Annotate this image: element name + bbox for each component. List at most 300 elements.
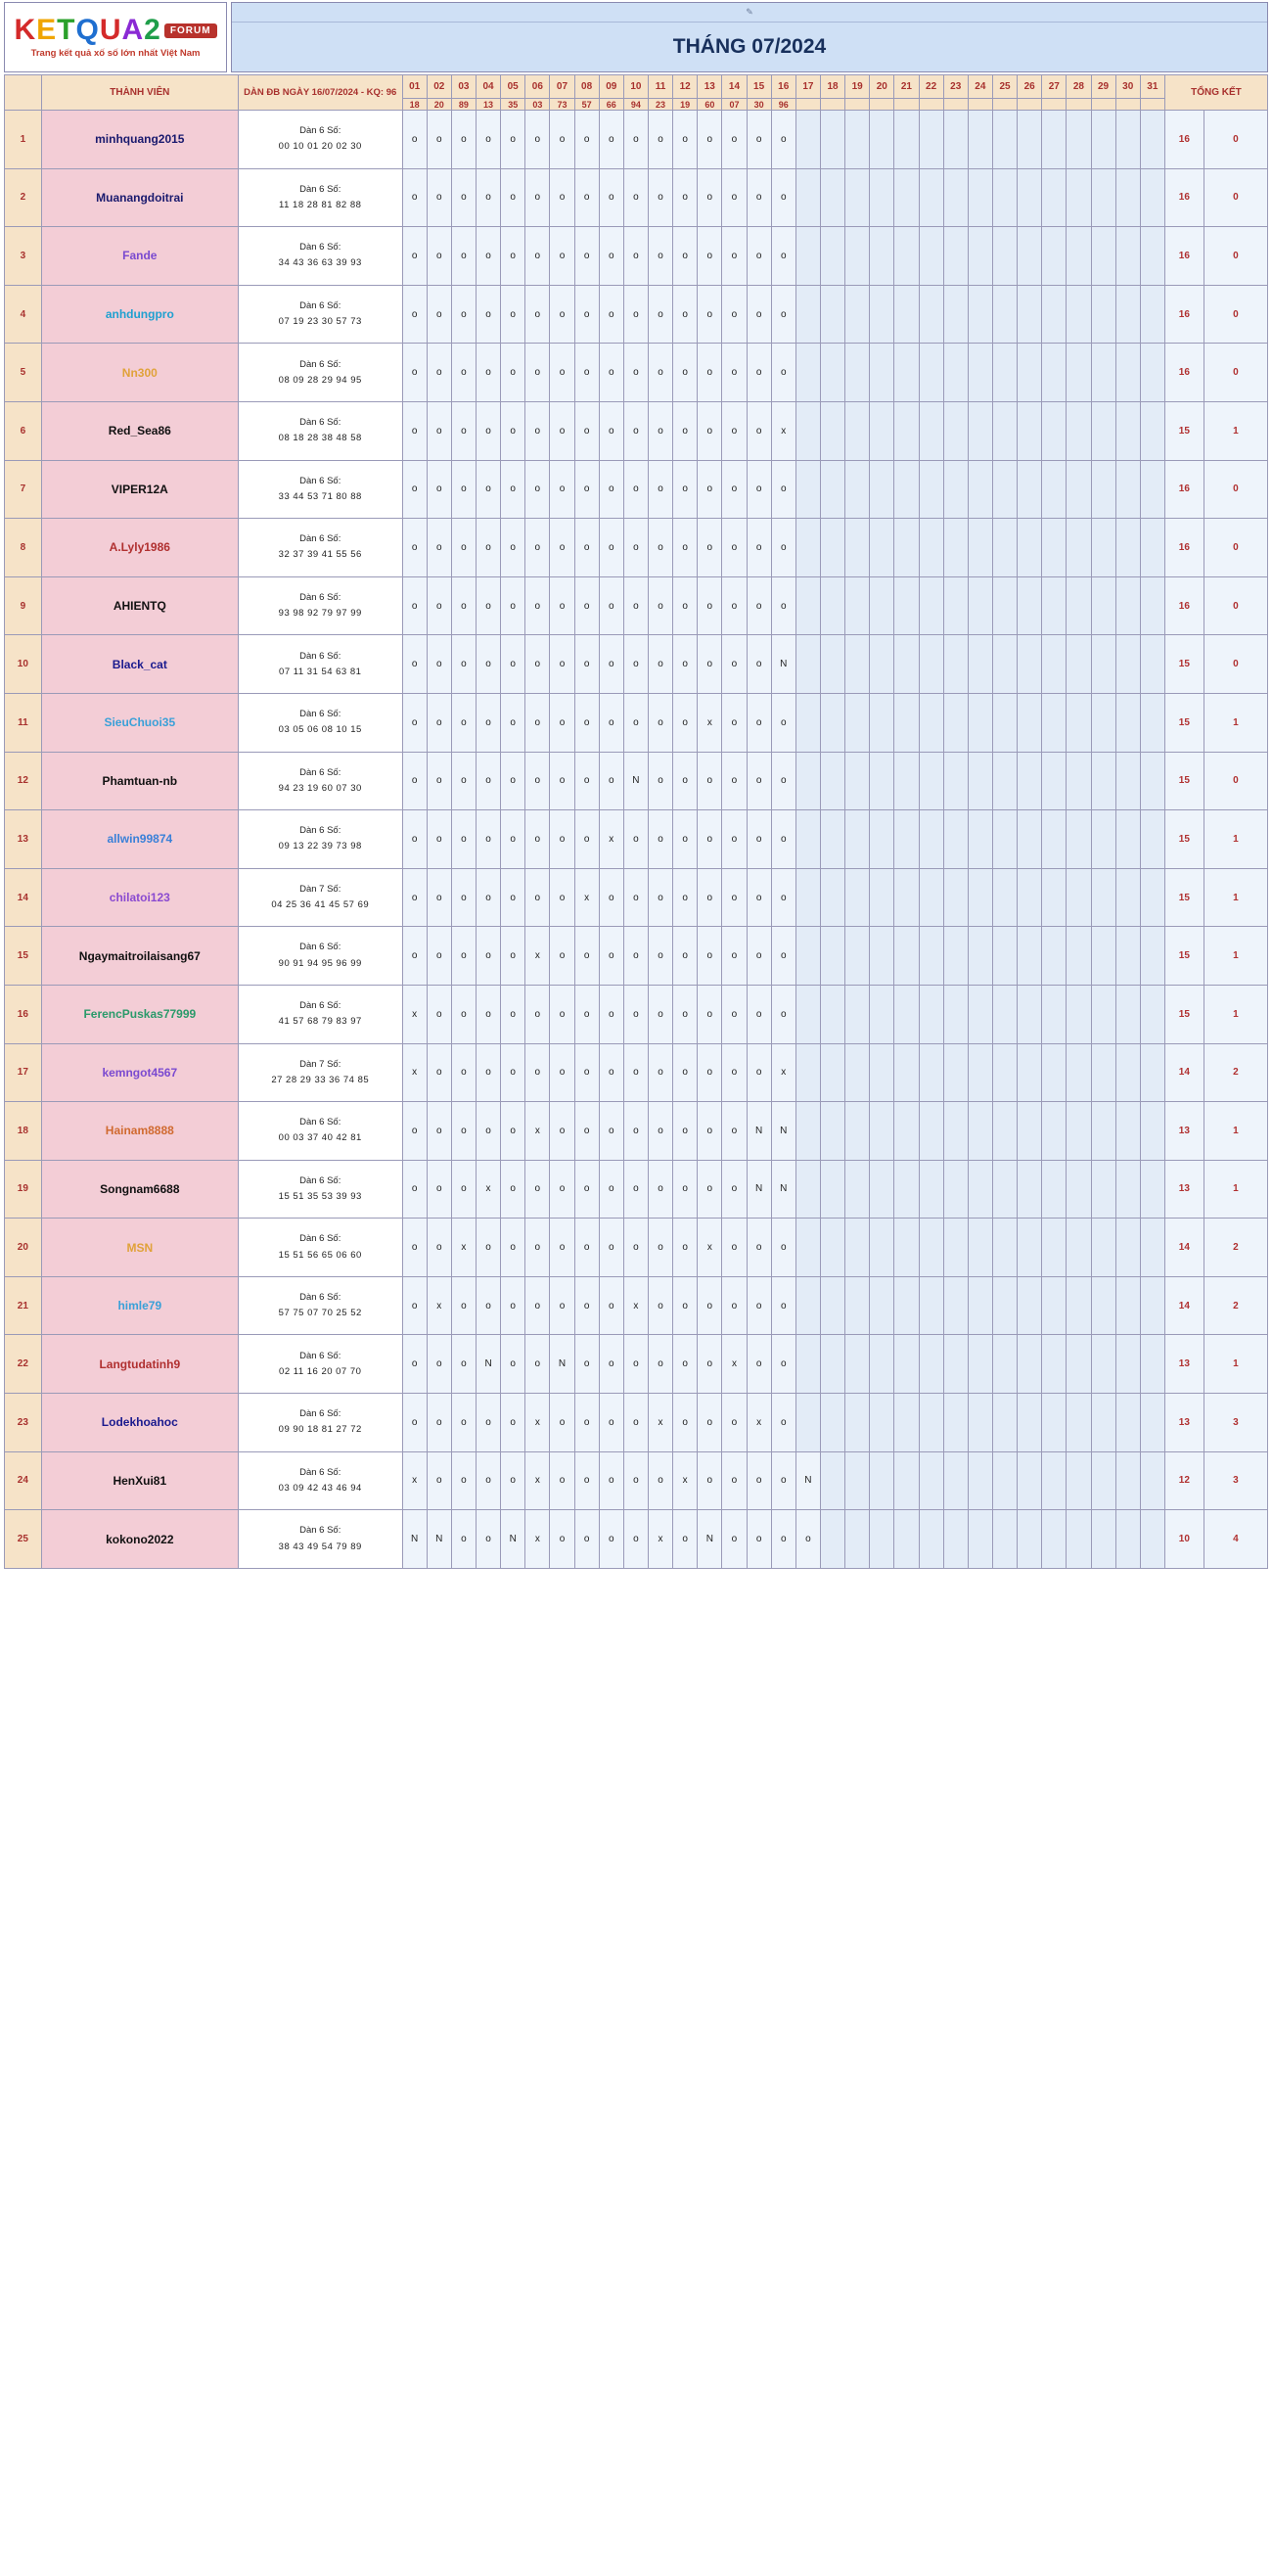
day-cell-01[interactable]	[402, 693, 427, 752]
day-cell-12[interactable]	[673, 111, 698, 169]
day-cell-19[interactable]	[845, 1510, 870, 1569]
day-cell-12[interactable]	[673, 576, 698, 635]
day-cell-04[interactable]	[476, 1276, 500, 1335]
day-cell-25[interactable]	[992, 1276, 1017, 1335]
day-cell-11[interactable]	[648, 227, 672, 286]
day-cell-17[interactable]	[795, 576, 820, 635]
member-name[interactable]: Ngaymaitroilaisang67	[41, 927, 238, 986]
day-cell-25[interactable]	[992, 1335, 1017, 1394]
day-cell-27[interactable]	[1042, 868, 1067, 927]
day-cell-11[interactable]	[648, 1043, 672, 1102]
day-cell-10[interactable]	[623, 1219, 648, 1277]
day-cell-01[interactable]	[402, 285, 427, 344]
day-cell-13[interactable]	[698, 1219, 722, 1277]
day-cell-21[interactable]	[894, 227, 919, 286]
day-cell-27[interactable]	[1042, 1394, 1067, 1452]
day-cell-29[interactable]	[1091, 985, 1115, 1043]
day-cell-11[interactable]	[648, 1219, 672, 1277]
day-cell-31[interactable]	[1140, 868, 1164, 927]
day-cell-10[interactable]	[623, 519, 648, 577]
day-cell-03[interactable]	[451, 1335, 476, 1394]
site-logo[interactable]	[4, 2, 227, 72]
day-cell-24[interactable]	[968, 1043, 992, 1102]
day-cell-22[interactable]	[919, 1160, 943, 1219]
day-cell-12[interactable]	[673, 1043, 698, 1102]
day-cell-28[interactable]	[1067, 401, 1091, 460]
day-cell-27[interactable]	[1042, 1451, 1067, 1510]
day-cell-05[interactable]	[501, 227, 525, 286]
table-row[interactable]	[5, 460, 1268, 519]
table-row[interactable]	[5, 1043, 1268, 1102]
day-cell-16[interactable]	[771, 401, 795, 460]
day-cell-19[interactable]	[845, 810, 870, 869]
day-cell-14[interactable]	[722, 1102, 747, 1161]
day-cell-24[interactable]	[968, 1510, 992, 1569]
table-row[interactable]	[5, 1219, 1268, 1277]
day-cell-15[interactable]	[747, 1160, 771, 1219]
day-cell-26[interactable]	[1018, 1510, 1042, 1569]
day-cell-09[interactable]	[599, 985, 623, 1043]
day-cell-25[interactable]	[992, 519, 1017, 577]
day-cell-23[interactable]	[943, 635, 968, 694]
day-cell-30[interactable]	[1115, 576, 1140, 635]
day-cell-30[interactable]	[1115, 1451, 1140, 1510]
day-cell-18[interactable]	[820, 227, 844, 286]
day-cell-14[interactable]	[722, 1043, 747, 1102]
day-cell-13[interactable]	[698, 927, 722, 986]
day-cell-07[interactable]	[550, 1160, 574, 1219]
day-cell-16[interactable]	[771, 519, 795, 577]
day-cell-04[interactable]	[476, 1394, 500, 1452]
day-cell-04[interactable]	[476, 401, 500, 460]
day-cell-26[interactable]	[1018, 752, 1042, 810]
day-cell-30[interactable]	[1115, 344, 1140, 402]
day-cell-07[interactable]	[550, 285, 574, 344]
day-cell-19[interactable]	[845, 227, 870, 286]
day-cell-07[interactable]	[550, 519, 574, 577]
day-cell-03[interactable]	[451, 927, 476, 986]
day-cell-14[interactable]	[722, 752, 747, 810]
day-cell-20[interactable]	[870, 1102, 894, 1161]
day-cell-10[interactable]	[623, 576, 648, 635]
day-cell-12[interactable]	[673, 1276, 698, 1335]
day-cell-13[interactable]	[698, 344, 722, 402]
day-cell-27[interactable]	[1042, 168, 1067, 227]
day-cell-25[interactable]	[992, 1510, 1017, 1569]
day-cell-22[interactable]	[919, 111, 943, 169]
day-cell-29[interactable]	[1091, 285, 1115, 344]
day-cell-26[interactable]	[1018, 576, 1042, 635]
day-cell-13[interactable]	[698, 1276, 722, 1335]
day-cell-19[interactable]	[845, 576, 870, 635]
day-cell-18[interactable]	[820, 1510, 844, 1569]
day-cell-30[interactable]	[1115, 693, 1140, 752]
day-cell-27[interactable]	[1042, 401, 1067, 460]
day-cell-21[interactable]	[894, 576, 919, 635]
day-cell-26[interactable]	[1018, 168, 1042, 227]
day-cell-23[interactable]	[943, 1510, 968, 1569]
day-cell-03[interactable]	[451, 1219, 476, 1277]
day-cell-27[interactable]	[1042, 693, 1067, 752]
day-cell-18[interactable]	[820, 1394, 844, 1452]
day-cell-04[interactable]	[476, 635, 500, 694]
day-cell-21[interactable]	[894, 693, 919, 752]
table-row[interactable]	[5, 344, 1268, 402]
day-cell-06[interactable]	[525, 635, 550, 694]
table-row[interactable]	[5, 985, 1268, 1043]
day-cell-13[interactable]	[698, 985, 722, 1043]
day-cell-27[interactable]	[1042, 1102, 1067, 1161]
day-cell-17[interactable]	[795, 985, 820, 1043]
day-cell-31[interactable]	[1140, 1219, 1164, 1277]
day-cell-21[interactable]	[894, 1102, 919, 1161]
day-cell-22[interactable]	[919, 1510, 943, 1569]
day-cell-24[interactable]	[968, 1276, 992, 1335]
member-name[interactable]: Black_cat	[41, 635, 238, 694]
day-cell-14[interactable]	[722, 635, 747, 694]
day-cell-13[interactable]	[698, 1451, 722, 1510]
day-cell-01[interactable]	[402, 460, 427, 519]
day-cell-30[interactable]	[1115, 868, 1140, 927]
day-cell-12[interactable]	[673, 168, 698, 227]
day-cell-30[interactable]	[1115, 1276, 1140, 1335]
day-cell-16[interactable]	[771, 1043, 795, 1102]
day-cell-17[interactable]	[795, 810, 820, 869]
day-cell-28[interactable]	[1067, 868, 1091, 927]
day-cell-29[interactable]	[1091, 519, 1115, 577]
day-cell-19[interactable]	[845, 1451, 870, 1510]
day-cell-24[interactable]	[968, 1335, 992, 1394]
day-cell-13[interactable]	[698, 1160, 722, 1219]
day-cell-29[interactable]	[1091, 1102, 1115, 1161]
day-cell-14[interactable]	[722, 927, 747, 986]
member-name[interactable]: Muanangdoitrai	[41, 168, 238, 227]
day-cell-16[interactable]	[771, 1451, 795, 1510]
day-cell-05[interactable]	[501, 927, 525, 986]
day-cell-07[interactable]	[550, 227, 574, 286]
day-cell-06[interactable]	[525, 1102, 550, 1161]
day-cell-17[interactable]	[795, 927, 820, 986]
day-cell-29[interactable]	[1091, 927, 1115, 986]
day-cell-18[interactable]	[820, 1102, 844, 1161]
day-cell-13[interactable]	[698, 635, 722, 694]
day-cell-08[interactable]	[574, 460, 599, 519]
day-cell-06[interactable]	[525, 401, 550, 460]
day-cell-25[interactable]	[992, 635, 1017, 694]
day-cell-29[interactable]	[1091, 1510, 1115, 1569]
day-cell-06[interactable]	[525, 285, 550, 344]
day-cell-01[interactable]	[402, 1335, 427, 1394]
day-cell-01[interactable]	[402, 1510, 427, 1569]
day-cell-18[interactable]	[820, 1335, 844, 1394]
day-cell-11[interactable]	[648, 285, 672, 344]
day-cell-02[interactable]	[427, 111, 451, 169]
day-cell-12[interactable]	[673, 285, 698, 344]
day-cell-04[interactable]	[476, 1102, 500, 1161]
day-cell-27[interactable]	[1042, 1276, 1067, 1335]
day-cell-14[interactable]	[722, 344, 747, 402]
day-cell-09[interactable]	[599, 1219, 623, 1277]
day-cell-20[interactable]	[870, 985, 894, 1043]
day-cell-30[interactable]	[1115, 1160, 1140, 1219]
day-cell-20[interactable]	[870, 868, 894, 927]
day-cell-01[interactable]	[402, 1102, 427, 1161]
day-cell-01[interactable]	[402, 868, 427, 927]
day-cell-03[interactable]	[451, 1043, 476, 1102]
day-cell-31[interactable]	[1140, 927, 1164, 986]
day-cell-19[interactable]	[845, 868, 870, 927]
day-cell-16[interactable]	[771, 460, 795, 519]
day-cell-10[interactable]	[623, 401, 648, 460]
day-cell-06[interactable]	[525, 1160, 550, 1219]
day-cell-30[interactable]	[1115, 227, 1140, 286]
day-cell-02[interactable]	[427, 1394, 451, 1452]
day-cell-10[interactable]	[623, 868, 648, 927]
day-cell-10[interactable]	[623, 1160, 648, 1219]
day-cell-30[interactable]	[1115, 752, 1140, 810]
day-cell-03[interactable]	[451, 285, 476, 344]
day-cell-11[interactable]	[648, 1451, 672, 1510]
day-cell-24[interactable]	[968, 693, 992, 752]
day-cell-13[interactable]	[698, 1510, 722, 1569]
day-cell-21[interactable]	[894, 285, 919, 344]
day-cell-17[interactable]	[795, 460, 820, 519]
day-cell-25[interactable]	[992, 576, 1017, 635]
table-row[interactable]	[5, 1451, 1268, 1510]
day-cell-12[interactable]	[673, 460, 698, 519]
day-cell-09[interactable]	[599, 576, 623, 635]
day-cell-04[interactable]	[476, 927, 500, 986]
day-cell-22[interactable]	[919, 1102, 943, 1161]
day-cell-27[interactable]	[1042, 810, 1067, 869]
day-cell-11[interactable]	[648, 460, 672, 519]
day-cell-13[interactable]	[698, 1335, 722, 1394]
table-row[interactable]	[5, 635, 1268, 694]
day-cell-09[interactable]	[599, 519, 623, 577]
day-cell-23[interactable]	[943, 1102, 968, 1161]
day-cell-29[interactable]	[1091, 168, 1115, 227]
day-cell-31[interactable]	[1140, 1451, 1164, 1510]
day-cell-29[interactable]	[1091, 460, 1115, 519]
day-cell-08[interactable]	[574, 1219, 599, 1277]
day-cell-14[interactable]	[722, 985, 747, 1043]
day-cell-19[interactable]	[845, 344, 870, 402]
day-cell-16[interactable]	[771, 985, 795, 1043]
day-cell-22[interactable]	[919, 927, 943, 986]
day-cell-30[interactable]	[1115, 1102, 1140, 1161]
table-row[interactable]	[5, 693, 1268, 752]
day-cell-21[interactable]	[894, 1043, 919, 1102]
day-cell-29[interactable]	[1091, 111, 1115, 169]
day-cell-22[interactable]	[919, 1043, 943, 1102]
member-name[interactable]: Lodekhoahoc	[41, 1394, 238, 1452]
day-cell-15[interactable]	[747, 168, 771, 227]
day-cell-07[interactable]	[550, 927, 574, 986]
day-cell-24[interactable]	[968, 985, 992, 1043]
day-cell-15[interactable]	[747, 401, 771, 460]
day-cell-24[interactable]	[968, 519, 992, 577]
day-cell-04[interactable]	[476, 1451, 500, 1510]
day-cell-23[interactable]	[943, 285, 968, 344]
day-cell-17[interactable]	[795, 1043, 820, 1102]
day-cell-21[interactable]	[894, 752, 919, 810]
member-name[interactable]: VIPER12A	[41, 460, 238, 519]
day-cell-25[interactable]	[992, 1160, 1017, 1219]
day-cell-24[interactable]	[968, 344, 992, 402]
day-cell-22[interactable]	[919, 168, 943, 227]
day-cell-17[interactable]	[795, 1451, 820, 1510]
day-cell-28[interactable]	[1067, 927, 1091, 986]
day-cell-23[interactable]	[943, 1160, 968, 1219]
day-cell-06[interactable]	[525, 1276, 550, 1335]
day-cell-19[interactable]	[845, 693, 870, 752]
day-cell-04[interactable]	[476, 519, 500, 577]
day-cell-16[interactable]	[771, 752, 795, 810]
table-row[interactable]	[5, 401, 1268, 460]
day-cell-10[interactable]	[623, 1276, 648, 1335]
day-cell-28[interactable]	[1067, 460, 1091, 519]
day-cell-17[interactable]	[795, 168, 820, 227]
day-cell-16[interactable]	[771, 927, 795, 986]
day-cell-03[interactable]	[451, 1451, 476, 1510]
day-cell-12[interactable]	[673, 985, 698, 1043]
day-cell-15[interactable]	[747, 1510, 771, 1569]
day-cell-07[interactable]	[550, 460, 574, 519]
table-row[interactable]	[5, 1160, 1268, 1219]
day-cell-25[interactable]	[992, 1451, 1017, 1510]
day-cell-09[interactable]	[599, 227, 623, 286]
day-cell-14[interactable]	[722, 401, 747, 460]
day-cell-14[interactable]	[722, 693, 747, 752]
day-cell-26[interactable]	[1018, 1160, 1042, 1219]
day-cell-19[interactable]	[845, 168, 870, 227]
day-cell-24[interactable]	[968, 1160, 992, 1219]
day-cell-20[interactable]	[870, 693, 894, 752]
day-cell-09[interactable]	[599, 1394, 623, 1452]
day-cell-13[interactable]	[698, 227, 722, 286]
day-cell-30[interactable]	[1115, 1394, 1140, 1452]
day-cell-20[interactable]	[870, 111, 894, 169]
day-cell-29[interactable]	[1091, 1160, 1115, 1219]
day-cell-06[interactable]	[525, 111, 550, 169]
day-cell-26[interactable]	[1018, 1394, 1042, 1452]
day-cell-25[interactable]	[992, 111, 1017, 169]
day-cell-13[interactable]	[698, 576, 722, 635]
day-cell-03[interactable]	[451, 111, 476, 169]
day-cell-18[interactable]	[820, 1160, 844, 1219]
day-cell-04[interactable]	[476, 693, 500, 752]
day-cell-05[interactable]	[501, 1394, 525, 1452]
day-cell-04[interactable]	[476, 227, 500, 286]
day-cell-22[interactable]	[919, 868, 943, 927]
day-cell-02[interactable]	[427, 460, 451, 519]
day-cell-24[interactable]	[968, 227, 992, 286]
day-cell-03[interactable]	[451, 868, 476, 927]
day-cell-25[interactable]	[992, 752, 1017, 810]
day-cell-14[interactable]	[722, 868, 747, 927]
day-cell-08[interactable]	[574, 285, 599, 344]
day-cell-22[interactable]	[919, 1276, 943, 1335]
day-cell-17[interactable]	[795, 752, 820, 810]
member-name[interactable]: SieuChuoi35	[41, 693, 238, 752]
day-cell-11[interactable]	[648, 519, 672, 577]
day-cell-23[interactable]	[943, 1276, 968, 1335]
day-cell-25[interactable]	[992, 810, 1017, 869]
day-cell-24[interactable]	[968, 752, 992, 810]
day-cell-19[interactable]	[845, 460, 870, 519]
day-cell-23[interactable]	[943, 344, 968, 402]
day-cell-12[interactable]	[673, 1160, 698, 1219]
day-cell-11[interactable]	[648, 344, 672, 402]
day-cell-02[interactable]	[427, 693, 451, 752]
day-cell-25[interactable]	[992, 985, 1017, 1043]
day-cell-10[interactable]	[623, 927, 648, 986]
day-cell-17[interactable]	[795, 1276, 820, 1335]
day-cell-24[interactable]	[968, 1451, 992, 1510]
day-cell-20[interactable]	[870, 1451, 894, 1510]
day-cell-26[interactable]	[1018, 635, 1042, 694]
day-cell-18[interactable]	[820, 635, 844, 694]
day-cell-10[interactable]	[623, 635, 648, 694]
day-cell-27[interactable]	[1042, 1335, 1067, 1394]
day-cell-29[interactable]	[1091, 752, 1115, 810]
member-name[interactable]: MSN	[41, 1219, 238, 1277]
day-cell-02[interactable]	[427, 1451, 451, 1510]
day-cell-02[interactable]	[427, 752, 451, 810]
day-cell-04[interactable]	[476, 344, 500, 402]
day-cell-29[interactable]	[1091, 1394, 1115, 1452]
day-cell-10[interactable]	[623, 460, 648, 519]
day-cell-06[interactable]	[525, 810, 550, 869]
day-cell-01[interactable]	[402, 752, 427, 810]
day-cell-14[interactable]	[722, 1451, 747, 1510]
day-cell-02[interactable]	[427, 1160, 451, 1219]
day-cell-08[interactable]	[574, 985, 599, 1043]
table-row[interactable]	[5, 1510, 1268, 1569]
day-cell-14[interactable]	[722, 1160, 747, 1219]
day-cell-28[interactable]	[1067, 111, 1091, 169]
member-name[interactable]: A.Lyly1986	[41, 519, 238, 577]
day-cell-14[interactable]	[722, 1510, 747, 1569]
day-cell-25[interactable]	[992, 1043, 1017, 1102]
day-cell-19[interactable]	[845, 1102, 870, 1161]
day-cell-25[interactable]	[992, 927, 1017, 986]
day-cell-08[interactable]	[574, 227, 599, 286]
day-cell-03[interactable]	[451, 1510, 476, 1569]
day-cell-26[interactable]	[1018, 1335, 1042, 1394]
day-cell-17[interactable]	[795, 344, 820, 402]
day-cell-21[interactable]	[894, 1160, 919, 1219]
day-cell-25[interactable]	[992, 285, 1017, 344]
day-cell-25[interactable]	[992, 460, 1017, 519]
day-cell-06[interactable]	[525, 576, 550, 635]
day-cell-21[interactable]	[894, 1394, 919, 1452]
day-cell-13[interactable]	[698, 1043, 722, 1102]
day-cell-31[interactable]	[1140, 460, 1164, 519]
day-cell-09[interactable]	[599, 1102, 623, 1161]
day-cell-15[interactable]	[747, 1451, 771, 1510]
day-cell-08[interactable]	[574, 1335, 599, 1394]
day-cell-31[interactable]	[1140, 519, 1164, 577]
day-cell-05[interactable]	[501, 1451, 525, 1510]
day-cell-16[interactable]	[771, 111, 795, 169]
day-cell-24[interactable]	[968, 1102, 992, 1161]
day-cell-05[interactable]	[501, 752, 525, 810]
day-cell-17[interactable]	[795, 227, 820, 286]
day-cell-01[interactable]	[402, 344, 427, 402]
day-cell-28[interactable]	[1067, 344, 1091, 402]
day-cell-17[interactable]	[795, 868, 820, 927]
